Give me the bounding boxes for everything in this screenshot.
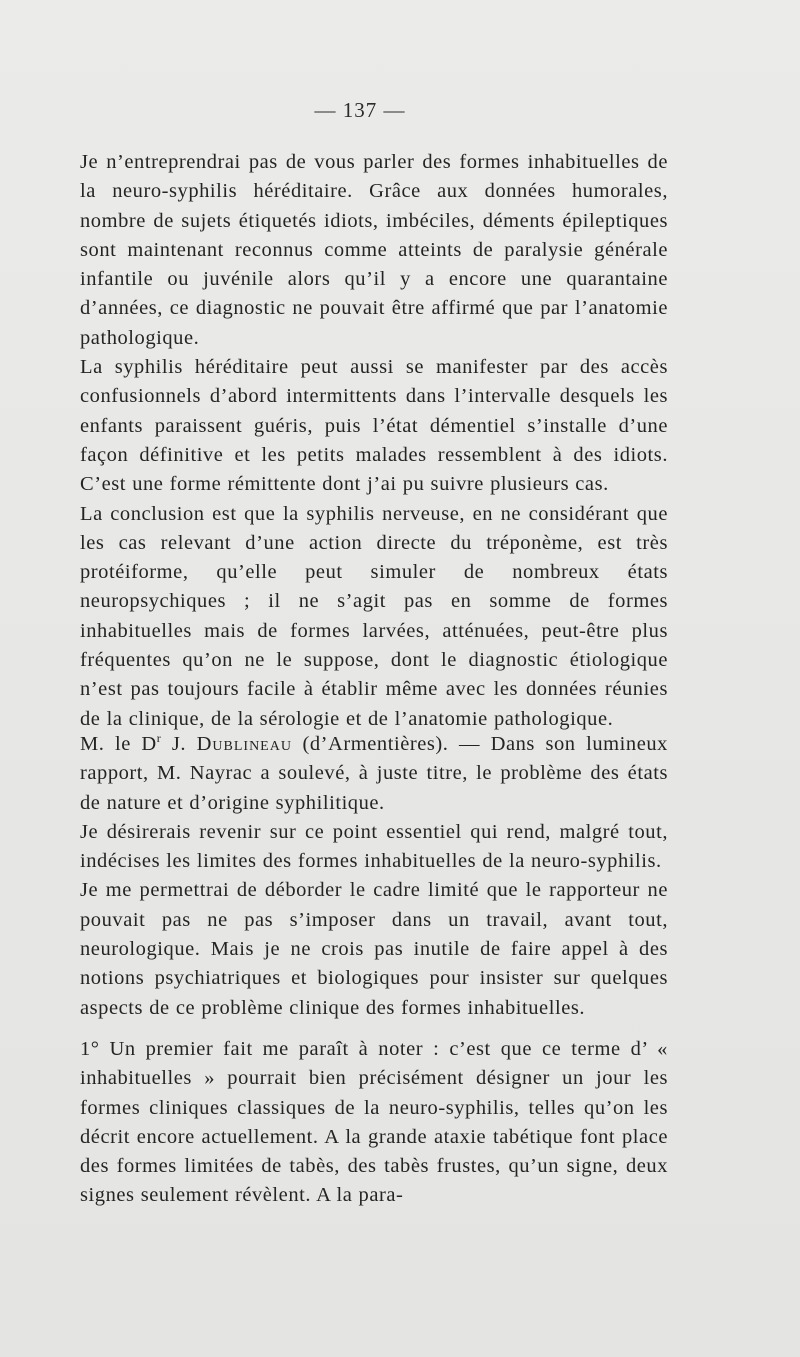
speaker-title: M. le D <box>80 733 157 755</box>
paragraph-speaker-intro <box>80 730 668 818</box>
paragraph-spacer <box>80 1023 668 1035</box>
page-number: — 137 — <box>314 98 406 122</box>
paragraph: Je n’entreprendrai pas de vous parler des formes inhabituelles de la neuro-syphilis héréditaire. Grâce aux données humorales, nombre de sujets étiquetés idiots, imbéciles, déments épileptiques sont maintenant reconnus comme atteints de paralysie générale infantile ou juvénile alors qu’il y a encore une quarantaine d’années, ce diagnostic ne pouvait être affirmé que par l’anatomie pathologique. <box>80 151 668 349</box>
paragraph: Je désirerais revenir sur ce point essentiel qui rend, malgré tout, indécises les limites des formes inhabituelles de la neuro-syphilis. <box>80 820 668 873</box>
paragraph: La conclusion est que la syphilis nerveuse, en ne considérant que les cas relevant d’une action directe du tréponème, est très protéiforme, qu’elle peut simuler de nombreux états neuropsychiques ; il ne s’agit pas en somme de formes inhabituelles mais de formes larvées, atténuées, peut-être plus fréquentes qu’on ne le suppose, dont le diagnostic étiologique n’est pas toujours facile à établir même avec les données réunies de la clinique, de la sérologie et de l’anatomie pathologique. <box>80 502 668 730</box>
speaker-name: Dublineau <box>196 733 292 755</box>
paragraph: Je me permettrai de déborder le cadre limité que le rapporteur ne pouvait pas ne pas s’imposer dans un travail, avant tout, neurologique. Mais je ne crois pas inutile de faire appel à des notions psychiatriques et biologiques pour insister sur quelques aspects de ce problème clinique des formes inhabituelles. <box>80 879 668 1019</box>
speaker-title-superscript: r <box>156 731 162 746</box>
paragraph: 1° Un premier fait me paraît à noter : c’est que ce terme d’ « inhabituelles » pourrait bien précisément désigner un jour les formes cliniques classiques de la neuro-syphilis, telles qu’on les décrit encore actuellement. A la grande ataxie tabétique font place des formes limitées de tabès, des tabès frustes, qu’un signe, deux signes seulement révèlent. A la para- <box>80 1037 668 1207</box>
paragraph: La syphilis héréditaire peut aussi se manifester par des accès confusionnels d’abord intermittents dans l’intervalle desquels les enfants paraissent guéris, puis l’état démentiel s’installe d’une façon définitive et les petits malades ressemblent à des idiots. C’est une forme rémittente dont j’ai pu suivre plusieurs cas. <box>80 356 668 496</box>
text-section-heredo-syphilis <box>80 148 668 734</box>
speaker-intro-text: (d’Armentières). — Dans son lumineux rapport, M. Nayrac a soulevé, à juste titre, le problème des états de nature et d’origine syphilitique. <box>80 733 668 814</box>
speaker-initial: J. <box>161 733 197 755</box>
text-section-dublineau-intervention <box>80 730 668 1211</box>
